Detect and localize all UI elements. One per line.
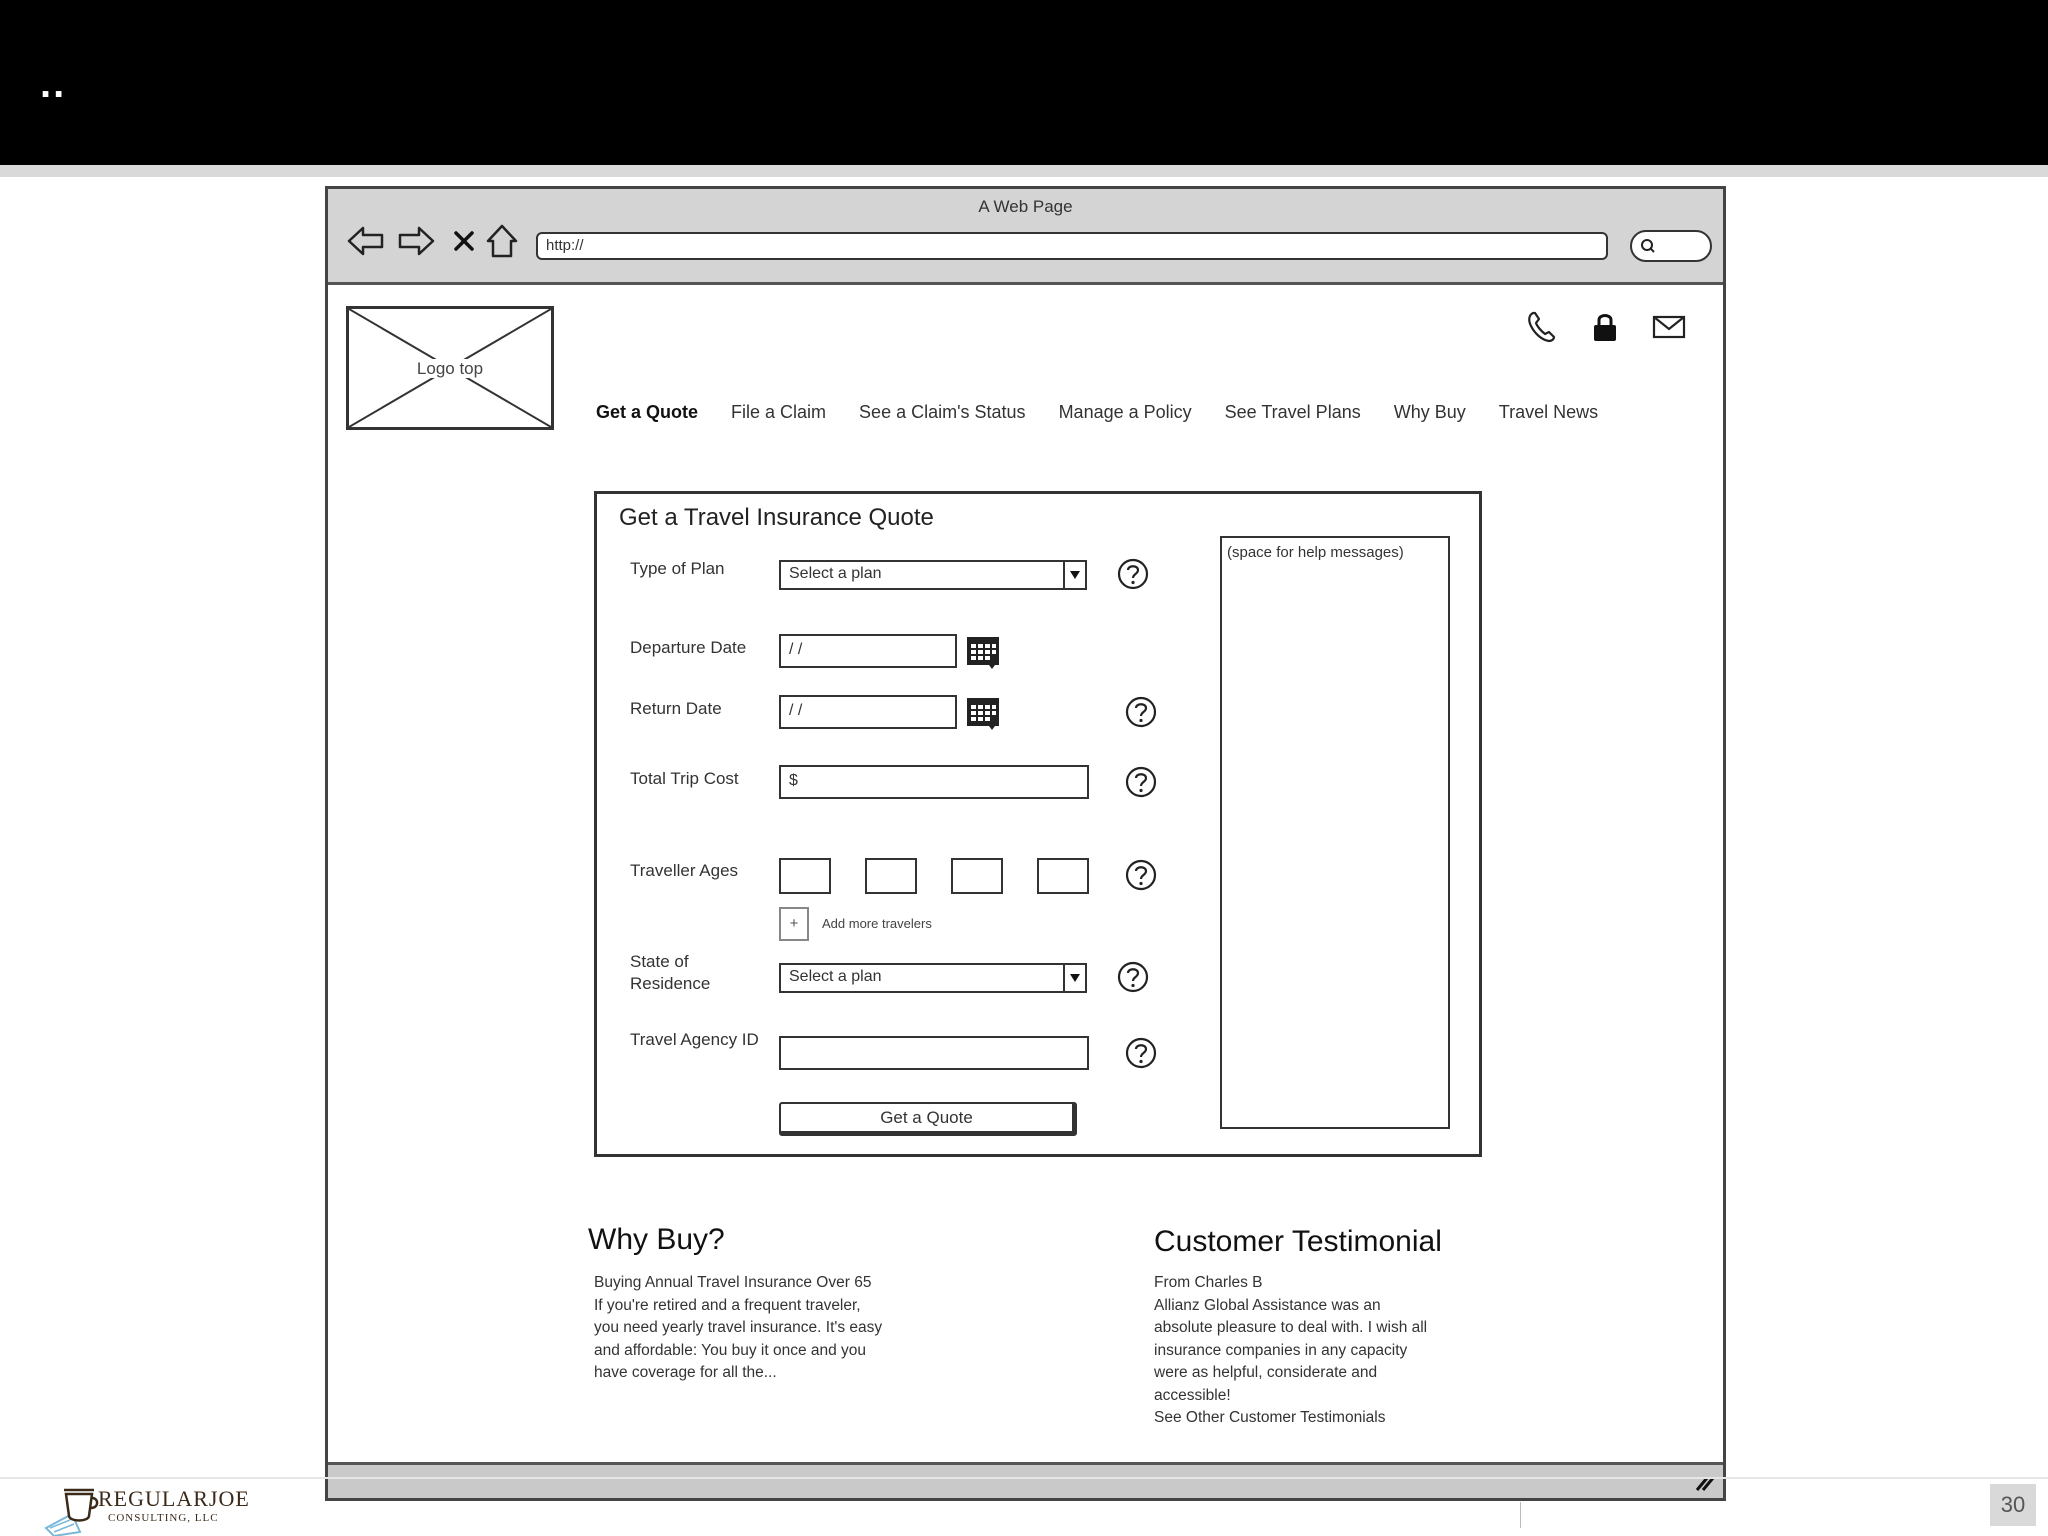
slide-title: .. xyxy=(40,62,67,106)
nav-travel-news[interactable]: Travel News xyxy=(1498,402,1599,422)
help-icon[interactable] xyxy=(1124,858,1158,892)
company-subtitle: CONSULTING, LLC xyxy=(108,1512,219,1524)
back-arrow-icon[interactable] xyxy=(344,219,388,263)
main-nav xyxy=(596,402,1631,423)
why-buy-heading: Why Buy? xyxy=(588,1223,725,1256)
nav-claim-status[interactable]: See a Claim's Status xyxy=(859,402,1026,422)
search-icon xyxy=(1640,238,1656,254)
testimonial-line: From Charles B xyxy=(1154,1274,1263,1291)
home-icon[interactable] xyxy=(480,219,524,263)
help-icon[interactable] xyxy=(1124,1036,1158,1070)
state-of-residence-select[interactable] xyxy=(779,963,1087,993)
traveller-age-input-3[interactable] xyxy=(951,858,1003,894)
travel-agency-id-input[interactable] xyxy=(779,1036,1089,1070)
utility-icons xyxy=(1523,309,1687,345)
testimonial-heading: Customer Testimonial xyxy=(1154,1225,1442,1258)
traveller-ages-label: Traveller Ages xyxy=(630,861,739,880)
help-icon[interactable] xyxy=(1124,695,1158,729)
testimonial-line: insurance companies in any capacity xyxy=(1154,1341,1408,1359)
return-date-input[interactable]: / / xyxy=(779,695,957,729)
phone-icon[interactable] xyxy=(1523,309,1559,345)
browser-toolbar xyxy=(328,189,1723,285)
url-bar[interactable]: http:// xyxy=(536,232,1608,260)
testimonial-line: absolute pleasure to deal with. I wish all xyxy=(1154,1319,1428,1336)
testimonial-line: were as helpful, considerate and xyxy=(1154,1364,1378,1381)
why-buy-line: you need yearly travel insurance. It's easy xyxy=(594,1319,883,1336)
nav-why-buy[interactable]: Why Buy xyxy=(1393,402,1466,422)
trip-cost-input[interactable]: $ xyxy=(779,765,1089,799)
nav-manage-policy[interactable]: Manage a Policy xyxy=(1058,402,1192,422)
dropdown-arrow-icon xyxy=(1063,965,1085,991)
departure-date-label: Departure Date xyxy=(630,638,747,657)
state-label-line2: Residence xyxy=(630,974,711,993)
slide-header-bar xyxy=(0,0,2048,165)
why-buy-line: and affordable: You buy it once and you xyxy=(594,1341,867,1359)
trip-cost-label: Total Trip Cost xyxy=(630,769,739,788)
slide-header-underline xyxy=(0,165,2048,177)
return-date-label: Return Date xyxy=(630,699,722,718)
other-testimonials-link[interactable]: See Other Customer Testimonials xyxy=(1154,1409,1386,1426)
page-number: 30 xyxy=(1990,1484,2036,1526)
why-buy-text xyxy=(594,1272,882,1385)
quote-form-panel xyxy=(594,491,1482,1157)
calendar-icon[interactable] xyxy=(965,634,1001,670)
dropdown-arrow-icon xyxy=(1063,562,1085,588)
nav-travel-plans[interactable]: See Travel Plans xyxy=(1224,402,1361,422)
get-a-quote-button[interactable]: Get a Quote xyxy=(779,1102,1077,1136)
company-logo xyxy=(42,1480,262,1536)
why-buy-line[interactable]: Buying Annual Travel Insurance Over 65 xyxy=(594,1274,872,1291)
coffee-cup-icon xyxy=(42,1480,102,1536)
add-travelers-button[interactable]: + xyxy=(779,907,809,941)
travel-agency-id-label: Travel Agency ID xyxy=(630,1030,759,1049)
mail-icon[interactable] xyxy=(1651,309,1687,345)
logo-label: Logo top xyxy=(414,359,486,378)
state-of-residence-value: Select a plan xyxy=(789,968,882,985)
why-buy-line: If you're retired and a frequent traveler, xyxy=(594,1296,861,1314)
calendar-icon[interactable] xyxy=(965,695,1001,731)
help-icon[interactable] xyxy=(1116,557,1150,591)
company-name: REGULARJOE xyxy=(98,1486,250,1511)
add-travelers-label[interactable]: Add more travelers xyxy=(822,916,932,931)
window-title: A Web Page xyxy=(978,197,1073,216)
lock-icon[interactable] xyxy=(1587,309,1623,345)
form-title: Get a Travel Insurance Quote xyxy=(619,504,934,531)
type-of-plan-select[interactable] xyxy=(779,560,1087,590)
state-label-line1: State of xyxy=(630,952,689,971)
testimonial-line: accessible! xyxy=(1154,1386,1231,1404)
browser-window xyxy=(325,186,1726,1501)
testimonial-text xyxy=(1154,1272,1427,1430)
departure-date-input[interactable]: / / xyxy=(779,634,957,668)
testimonial-line: Allianz Global Assistance was an xyxy=(1154,1296,1381,1314)
traveller-age-input-1[interactable] xyxy=(779,858,831,894)
browser-status-bar xyxy=(328,1462,1723,1498)
help-messages-box: (space for help messages) xyxy=(1220,536,1450,1129)
help-icon[interactable] xyxy=(1124,765,1158,799)
traveller-age-input-4[interactable] xyxy=(1037,858,1089,894)
state-of-residence-label xyxy=(630,951,710,995)
browser-search-box[interactable] xyxy=(1630,230,1712,262)
type-of-plan-label: Type of Plan xyxy=(630,559,725,578)
forward-arrow-icon[interactable] xyxy=(394,219,438,263)
nav-get-a-quote[interactable]: Get a Quote xyxy=(596,402,699,422)
why-buy-line: have coverage for all the... xyxy=(594,1364,777,1381)
nav-file-a-claim[interactable]: File a Claim xyxy=(731,402,827,422)
resize-grip-icon[interactable] xyxy=(1693,1473,1717,1493)
footer-rule xyxy=(0,1477,2048,1479)
logo-placeholder[interactable] xyxy=(346,306,554,430)
traveller-age-input-2[interactable] xyxy=(865,858,917,894)
footer-divider xyxy=(1520,1502,1521,1528)
type-of-plan-value: Select a plan xyxy=(789,565,882,582)
help-icon[interactable] xyxy=(1116,960,1150,994)
